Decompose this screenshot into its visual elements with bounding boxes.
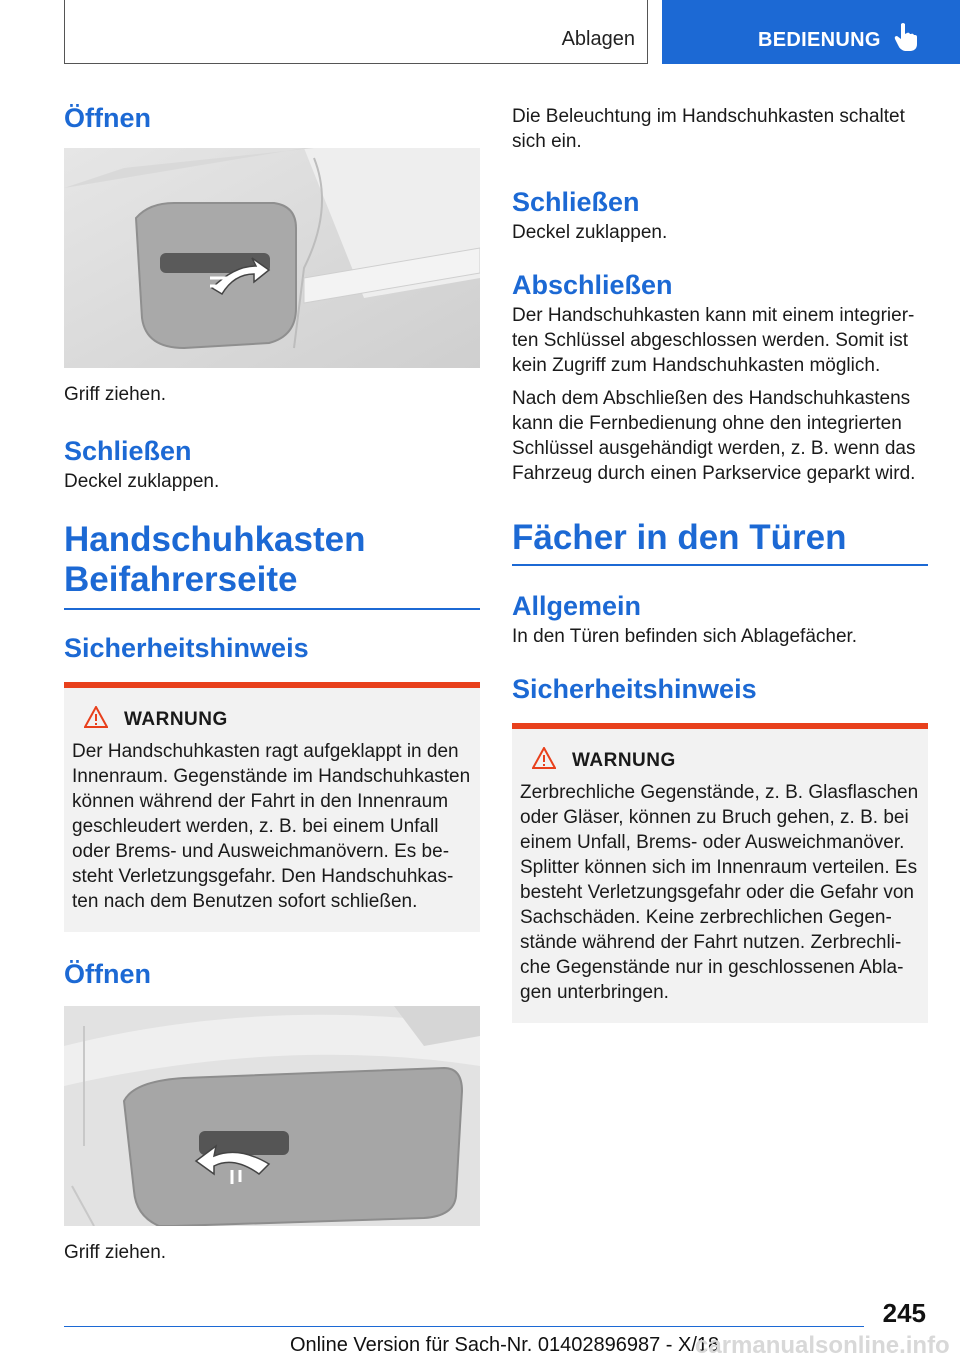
open-heading-2: Öffnen <box>64 959 151 989</box>
warning-triangle-icon <box>84 706 108 733</box>
header-chapter-label: BEDIENUNG <box>758 29 881 51</box>
lock-text-1: Der Handschuhkasten kann mit einem integrierten Schlüssel abgeschlossen werden. Somit ist kein Zugriff zum Handschuhkasten möglich. <box>512 305 915 376</box>
close-text-2: Deckel zuklappen. <box>512 222 668 243</box>
main-heading <box>64 520 480 610</box>
open-heading-1: Öffnen <box>64 103 151 133</box>
warning-label-right: WARNUNG <box>572 749 676 771</box>
doors-heading: Fächer in den Türen <box>512 518 928 566</box>
header-section-box <box>64 0 648 64</box>
glovebox-image-1 <box>64 148 480 368</box>
warning-triangle-icon <box>532 747 556 774</box>
lock-heading: Abschließen <box>512 270 673 300</box>
warning-box-left <box>64 682 480 932</box>
open-caption-2: Griff ziehen. <box>64 1242 167 1263</box>
warning-text-left: Der Handschuhkasten ragt aufgeklappt in den Innenraum. Gegenstände im Handschuhkasten können während der Fahrt in den Innenraum geschleudert werden, z. B. bei einem Unfall oder Brems- und Ausweichmanövern. Es besteht Verletzungsgefahr. Den Handschuhkasten nach dem Benutzen sofort schließen. <box>72 741 471 912</box>
warning-box-right <box>512 723 928 1023</box>
warning-label-left: WARNUNG <box>124 708 228 730</box>
main-heading-line2: Beifahrerseite <box>64 560 298 599</box>
warning-header-left <box>72 706 472 733</box>
lock-text-2: Nach dem Abschließen des Handschuhkastens kann die Fernbedienung ohne den integrierten Schlüssel ausgehändigt werden, z. B. wenn das Fahrzeug durch einen Parkservice geparkt wird. <box>512 388 916 484</box>
footer-rule <box>64 1326 864 1327</box>
glovebox-image-2 <box>64 1006 480 1226</box>
right-column <box>512 104 928 1023</box>
footer-online-version: Online Version für Sach-Nr. 01402896987 - X/18 <box>290 1334 720 1356</box>
watermark: carmanualsonline.info <box>695 1332 950 1359</box>
general-heading: Allgemein <box>512 591 642 621</box>
hand-pointer-icon <box>894 22 918 57</box>
page-number: 245 <box>882 1298 926 1328</box>
general-text: In den Türen befinden sich Ablagefächer. <box>512 626 858 647</box>
header-section-title: Ablagen <box>561 28 635 50</box>
open-caption-1: Griff ziehen. <box>64 384 167 405</box>
main-heading-text <box>64 520 480 610</box>
left-column <box>64 100 480 1265</box>
safety-heading-left: Sicherheitshinweis <box>64 633 309 663</box>
close-heading-1: Schließen <box>64 436 192 466</box>
header-chapter-tab <box>662 0 960 64</box>
close-text-1: Deckel zuklappen. <box>64 471 220 492</box>
light-text: Die Beleuchtung im Handschuhkasten schaltet sich ein. <box>512 106 905 152</box>
safety-heading-right: Sicherheitshinweis <box>512 674 757 704</box>
warning-text-right: Zerbrechliche Gegenstände, z. B. Glasflaschen oder Gläser, können zu Bruch gehen, z. B. bei einem Unfall, Brems- oder Ausweichmanöver. Splitter können sich im Innenraum verteilen. Es besteht Verletzungsgefahr oder die Gefahr von Sachschäden. Keine zerbrechlichen Gegenstände während der Fahrt nutzen. Zerbrechliche Gegenstände nur in geschlossenen Ablagen unterbringen. <box>520 782 919 1003</box>
main-heading-line1: Handschuhkasten <box>64 520 366 559</box>
close-heading-2: Schließen <box>512 187 640 217</box>
warning-header-right <box>520 747 920 774</box>
